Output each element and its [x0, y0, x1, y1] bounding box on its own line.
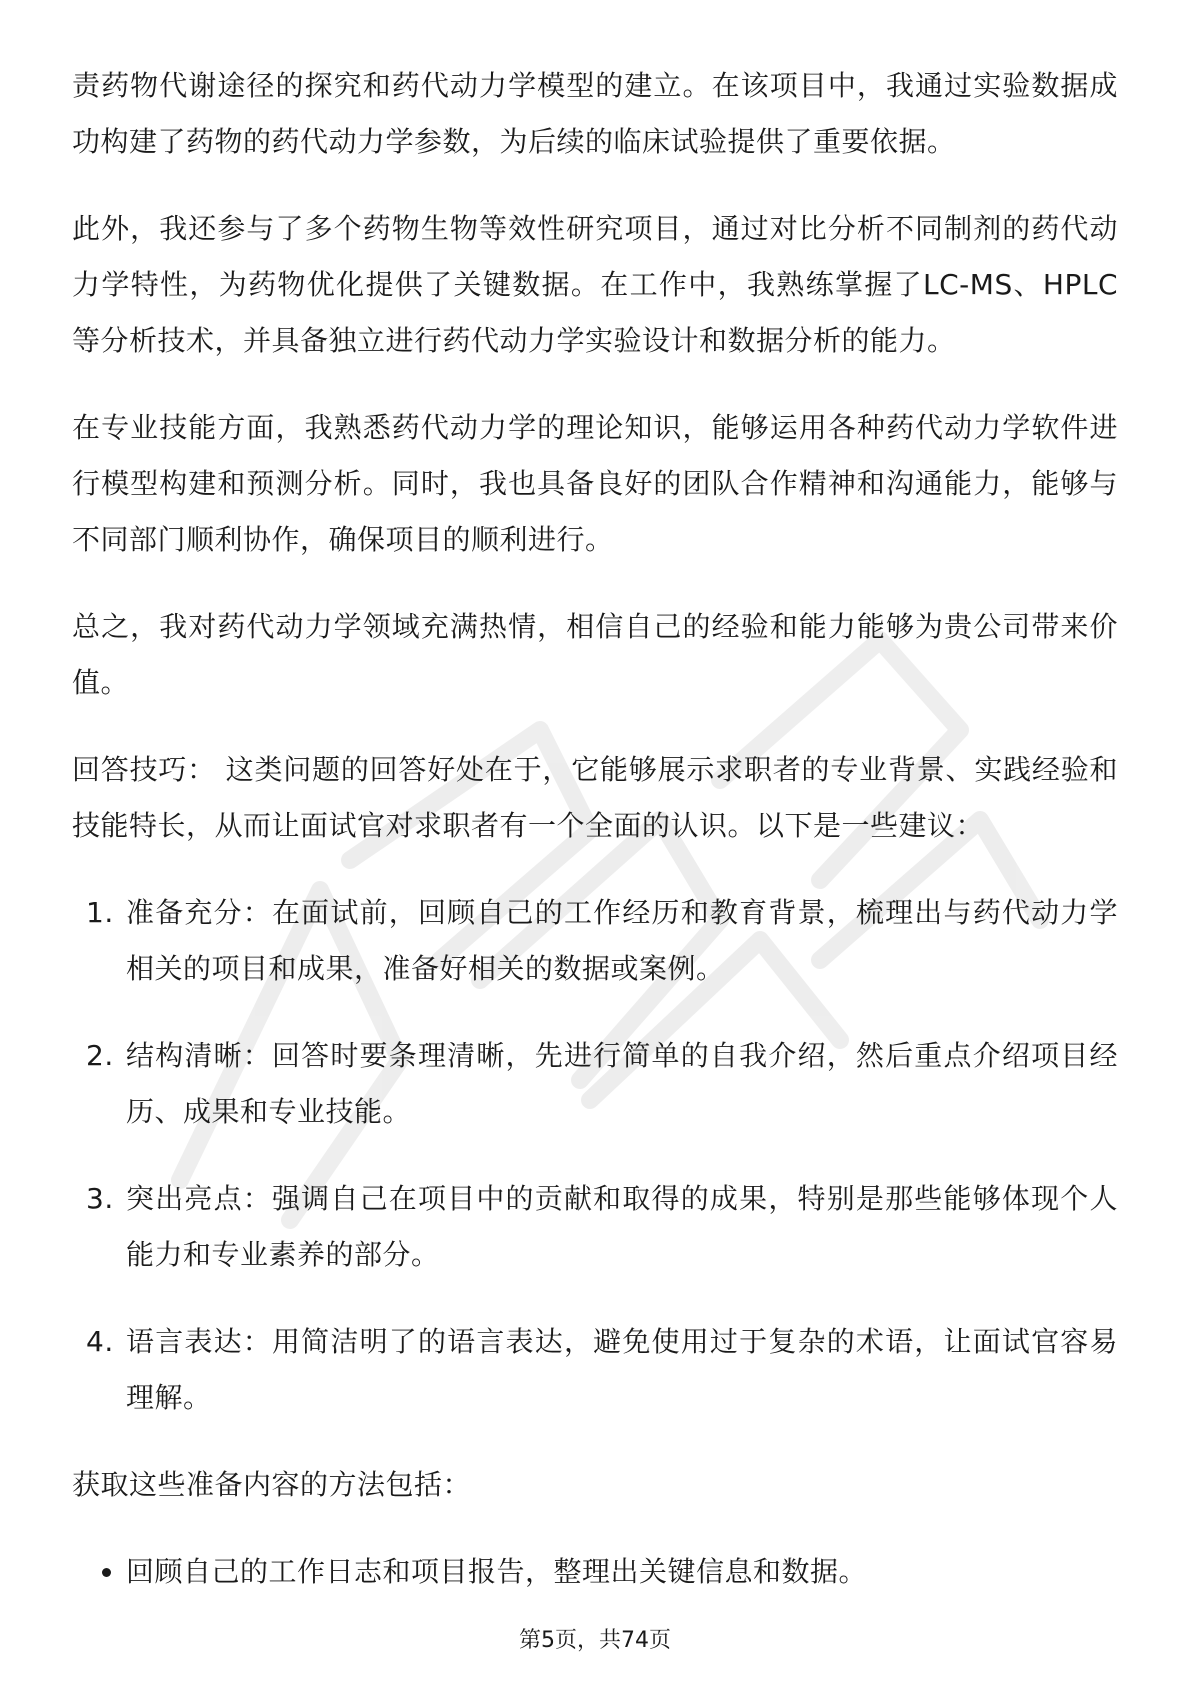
tips-list — [72, 885, 1118, 1426]
list-item-text: 回顾自己的工作日志和项目报告，整理出关键信息和数据。 — [126, 1555, 868, 1588]
paragraph-bioequivalence: 此外，我还参与了多个药物生物等效性研究项目，通过对比分析不同制剂的药代动力学特性，为药物优化提供了关键数据。在工作中，我熟练掌握了LC-MS、HPLC等分析技术，并具备独立进行药代动力学实验设计和数据分析的能力。 — [72, 212, 1118, 357]
list-item — [72, 1314, 1118, 1426]
list-item — [72, 1171, 1118, 1283]
list-number: 3. — [86, 1182, 114, 1215]
list-item — [72, 1544, 1118, 1600]
list-item — [72, 885, 1118, 997]
list-item-text: 结构清晰：回答时要条理清晰，先进行简单的自我介绍，然后重点介绍项目经历、成果和专业技能。 — [126, 1039, 1118, 1128]
paragraph-project-summary: 责药物代谢途径的探究和药代动力学模型的建立。在该项目中，我通过实验数据成功构建了药物的药代动力学参数，为后续的临床试验提供了重要依据。 — [72, 69, 1118, 158]
page-footer: 第5页，共74页 — [519, 1628, 671, 1653]
paragraph-conclusion: 总之，我对药代动力学领域充满热情，相信自己的经验和能力能够为贵公司带来价值。 — [72, 610, 1118, 699]
bullet-icon — [102, 1568, 111, 1577]
list-item-text: 语言表达：用简洁明了的语言表达，避免使用过于复杂的术语，让面试官容易理解。 — [126, 1325, 1118, 1414]
document-body — [72, 58, 1118, 1600]
list-item-text: 突出亮点：强调自己在项目中的贡献和取得的成果，特别是那些能够体现个人能力和专业素养的部分。 — [126, 1182, 1118, 1271]
list-number: 2. — [86, 1039, 114, 1072]
list-item — [72, 1028, 1118, 1140]
list-item-text: 准备充分：在面试前，回顾自己的工作经历和教育背景，梳理出与药代动力学相关的项目和成果，准备好相关的数据或案例。 — [126, 896, 1118, 985]
list-number: 4. — [86, 1325, 114, 1358]
paragraph-methods-intro: 获取这些准备内容的方法包括： — [72, 1468, 472, 1501]
methods-list — [72, 1544, 1118, 1600]
list-number: 1. — [86, 896, 114, 929]
paragraph-answer-tips: 回答技巧： 这类问题的回答好处在于，它能够展示求职者的专业背景、实践经验和技能特长，从而让面试官对求职者有一个全面的认识。以下是一些建议： — [72, 753, 1118, 842]
paragraph-skills: 在专业技能方面，我熟悉药代动力学的理论知识，能够运用各种药代动力学软件进行模型构建和预测分析。同时，我也具备良好的团队合作精神和沟通能力，能够与不同部门顺利协作，确保项目的顺利进行。 — [72, 411, 1118, 556]
